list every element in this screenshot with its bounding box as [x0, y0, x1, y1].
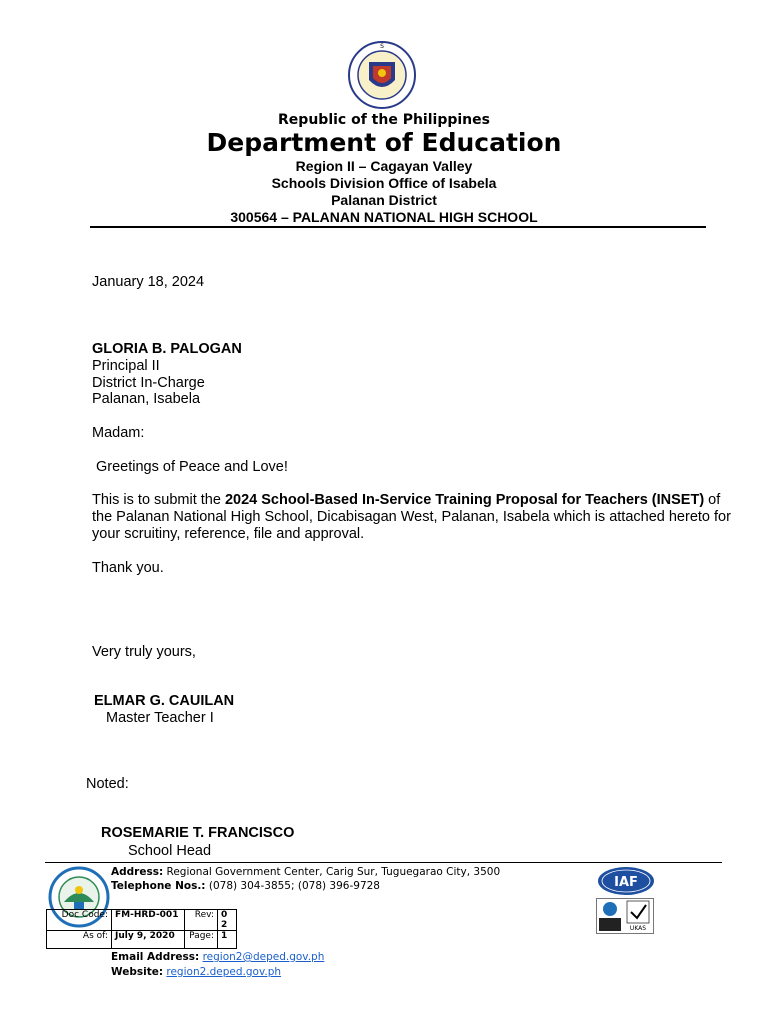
page-value: 1 [218, 931, 237, 949]
greeting: Greetings of Peace and Love! [96, 459, 288, 475]
svg-text:IAF: IAF [614, 875, 638, 890]
letter-date: January 18, 2024 [92, 274, 205, 290]
region-line: Region II – Cagayan Valley [295, 158, 473, 174]
doc-code-value: FM-HRD-001 [112, 910, 185, 931]
page-label: Page: [185, 931, 218, 949]
website-label: Website: [111, 966, 164, 978]
telephone-value: (078) 304-3855; (078) 396-9728 [208, 880, 380, 892]
salutation: Madam: [92, 425, 145, 441]
as-of-value: July 9, 2020 [112, 931, 185, 949]
noter-title: School Head [128, 843, 212, 859]
division-line: Schools Division Office of Isabela [271, 175, 497, 191]
telephone-label: Telephone Nos.: [111, 880, 206, 892]
closing: Very truly yours, [92, 644, 196, 660]
rev-value: 02 [218, 910, 237, 931]
as-of-label: As of: [47, 931, 112, 949]
svg-text:S: S [380, 43, 384, 50]
department-heading: Department of Education [206, 128, 562, 157]
body-paragraph [92, 492, 732, 543]
noter-name: ROSEMARIE T. FRANCISCO [101, 825, 295, 841]
republic-heading: Republic of the Philippines [278, 112, 490, 128]
recipient-name: GLORIA B. PALOGAN [92, 341, 242, 357]
doc-code-label: Doc Code: [47, 910, 112, 931]
footer-divider [45, 862, 722, 863]
thanks: Thank you. [92, 560, 164, 576]
iaf-logo [597, 866, 655, 896]
address-value: Regional Government Center, Carig Sur, Tuguegarao City, 3500 [166, 866, 501, 878]
body-pre: This is to submit the [92, 492, 225, 508]
recipient-title: Principal II [92, 358, 160, 374]
rev-label: Rev: [185, 910, 218, 931]
svg-text:UKAS: UKAS [629, 925, 647, 932]
address-label: Address: [111, 866, 164, 878]
email-line [111, 951, 324, 963]
email-label: Email Address: [111, 951, 200, 963]
telephone-line [111, 880, 380, 892]
body-post: of the Palanan National High School, Dicabisagan West, Palanan, Isabela which is attached hereto for your scruitiny, reference, file and approval. [92, 492, 731, 542]
sender-title: Master Teacher I [106, 710, 214, 726]
deped-seal [347, 40, 417, 110]
website-line [111, 966, 281, 978]
document-control-table [46, 909, 237, 949]
district-line: Palanan District [331, 192, 437, 208]
recipient-place: Palanan, Isabela [92, 391, 201, 407]
recipient-role: District In-Charge [92, 375, 205, 391]
noted-label: Noted: [86, 776, 129, 792]
body-bold: 2024 School-Based In-Service Training Proposal for Teachers (INSET) [224, 492, 705, 508]
sender-name: ELMAR G. CAUILAN [94, 693, 235, 709]
school-line: 300564 – PALANAN NATIONAL HIGH SCHOOL [230, 209, 538, 225]
email-link[interactable]: region2@deped.gov.ph [202, 951, 325, 963]
header-divider [90, 226, 706, 228]
website-link[interactable]: region2.deped.gov.ph [166, 966, 282, 978]
address-line [111, 866, 500, 878]
certification-logos [596, 898, 654, 934]
